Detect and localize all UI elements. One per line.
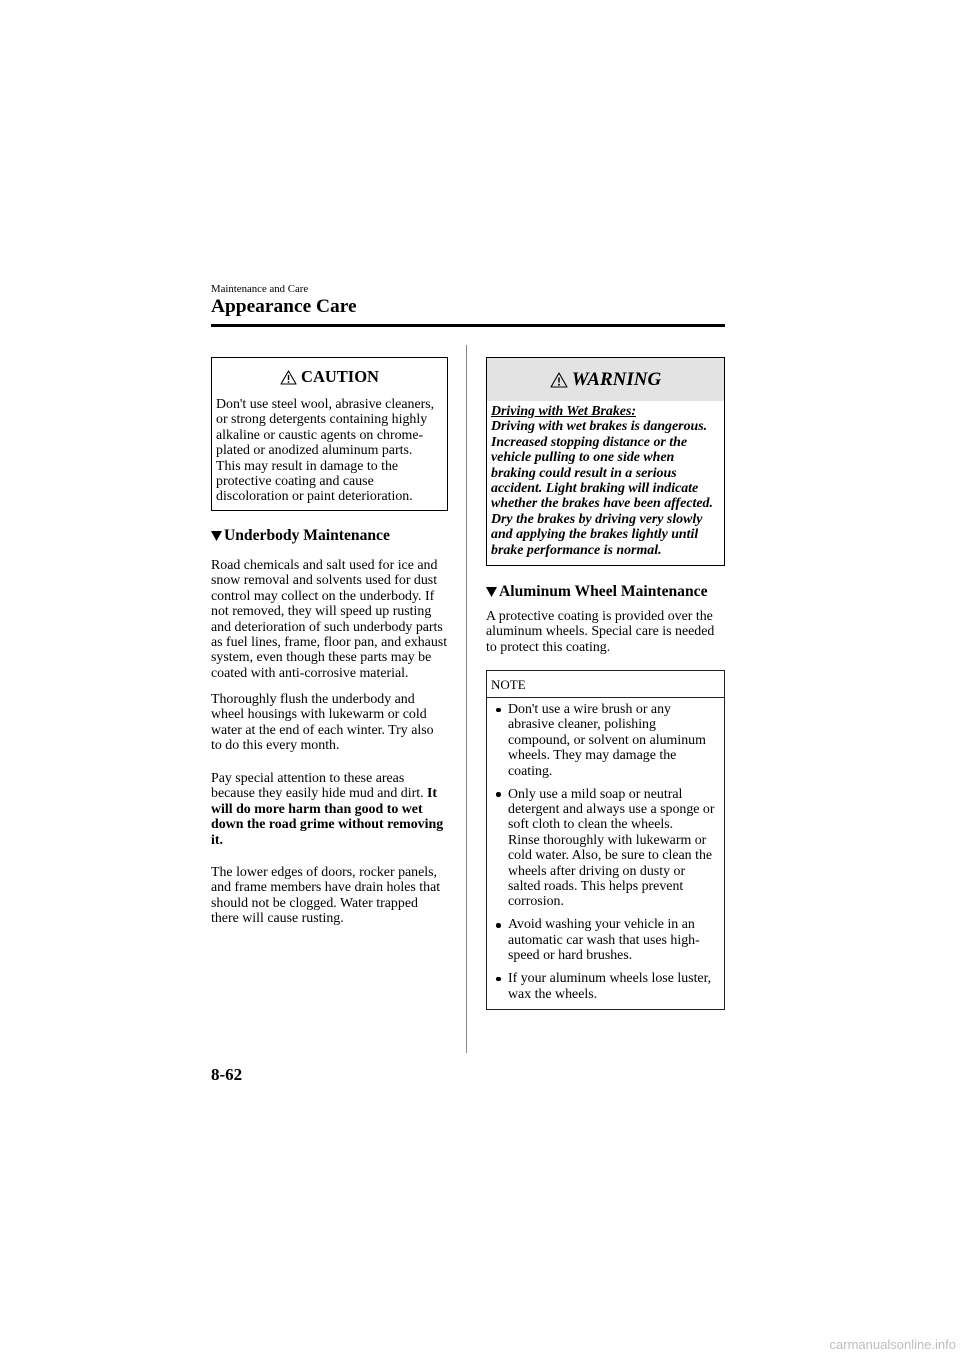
text-line: vehicle pulling to one side when <box>491 450 675 466</box>
warning-header <box>487 358 724 401</box>
text-line: not removed, they will speed up rusting <box>211 604 432 620</box>
note-bullet-item <box>487 971 724 1002</box>
note-bullet-text <box>508 917 724 963</box>
aluminum-paragraph <box>486 609 714 655</box>
note-bullet-text <box>508 787 724 910</box>
underbody-paragraph-3 <box>211 771 443 848</box>
text-line: Don't use a wire brush or any <box>508 702 671 717</box>
text-line: The lower edges of doors, rocker panels, <box>211 865 438 880</box>
text-line: water at the end of each winter. Try also <box>211 722 434 738</box>
text-line: and applying the brakes lightly until <box>491 527 699 543</box>
warning-triangle-icon <box>280 370 297 385</box>
text-line: wax the wheels. <box>508 986 598 1002</box>
column-divider <box>466 345 467 1053</box>
text-line: wheels. They may damage the <box>508 748 677 764</box>
text-line <box>211 786 443 801</box>
text-line: compound, or solvent on aluminum <box>508 732 706 748</box>
text-line: aluminum wheels. Special care is needed <box>486 624 715 640</box>
text-line: as fuel lines, frame, floor pan, and exhaust <box>211 635 448 651</box>
bullet-dot-icon <box>496 977 501 982</box>
text-line: Pay special attention to these areas <box>211 771 405 786</box>
text-line: automatic car wash that uses high- <box>508 932 700 948</box>
caution-text <box>216 397 434 505</box>
text-line: If your aluminum wheels lose luster, <box>508 971 712 987</box>
bold-text: will do more harm than good to wet <box>211 801 423 817</box>
text-line: to protect this coating. <box>486 639 611 655</box>
watermark: carmanualsonline.info <box>829 1337 956 1352</box>
text-line: speed or hard brushes. <box>508 948 633 964</box>
note-box <box>486 670 725 1010</box>
aluminum-heading <box>486 583 708 601</box>
text-line: salted roads. This helps prevent <box>508 879 684 895</box>
text-line: accident. Light braking will indicate <box>491 481 699 497</box>
note-bullet-text <box>508 971 724 1002</box>
warning-box <box>486 357 725 566</box>
text-line: whether the brakes have been affected. <box>491 496 713 512</box>
text-line: discoloration or paint deterioration. <box>216 489 413 505</box>
bold-text: it. <box>211 832 223 848</box>
text-line: Road chemicals and salt used for ice and <box>211 558 438 573</box>
text-line: wheels after driving on dusty or <box>508 863 686 879</box>
text-line <box>211 802 443 817</box>
text-line: Increased stopping distance or the <box>491 434 688 450</box>
text-line: soft cloth to clean the wheels. <box>508 817 674 833</box>
caution-header <box>212 366 447 388</box>
aluminum-heading-text: Aluminum Wheel Maintenance <box>499 583 708 600</box>
text-line: alkaline or caustic agents on chrome- <box>216 427 424 443</box>
text-line: brake performance is normal. <box>491 542 662 558</box>
text-line: wheel housings with lukewarm or cold <box>211 707 427 723</box>
bullet-dot-icon <box>496 708 501 713</box>
text-line: braking could result in a serious <box>491 465 677 481</box>
text-line: cold water. Also, be sure to clean the <box>508 848 713 864</box>
underbody-paragraph-2 <box>211 692 434 754</box>
warning-lines <box>491 419 713 558</box>
bold-text: It <box>427 786 438 802</box>
text-line: plated or anodized aluminum parts. <box>216 443 413 459</box>
text-line: corrosion. <box>508 894 564 910</box>
bullet-dot-icon <box>496 923 501 928</box>
note-bullet-text <box>508 702 724 779</box>
text-line: and deterioration of such underbody parts <box>211 619 443 635</box>
text-line: and frame members have drain holes that <box>211 880 441 896</box>
text-line: This may result in damage to the <box>216 458 399 474</box>
text-line: protective coating and cause <box>216 474 374 490</box>
plain-text: because they easily hide mud and dirt. <box>211 786 428 802</box>
text-line: abrasive cleaner, polishing <box>508 717 656 733</box>
note-label: NOTE <box>491 677 526 692</box>
title-rule <box>211 324 725 327</box>
text-line: system, even though these parts may be <box>211 650 432 666</box>
text-line: coating. <box>508 763 553 779</box>
page-number: 8-62 <box>211 1065 243 1084</box>
note-bullet-item <box>487 787 724 910</box>
text-line <box>211 833 443 848</box>
text-line: coated with anti-corrosive material. <box>211 665 409 681</box>
note-bullet-item <box>487 917 724 963</box>
section-label: Maintenance and Care <box>211 283 309 295</box>
page-title: Appearance Care <box>211 296 357 317</box>
text-line: there will cause rusting. <box>211 911 344 927</box>
warning-label: WARNING <box>571 368 662 390</box>
down-triangle-icon <box>486 587 497 597</box>
underbody-heading <box>211 527 390 545</box>
warning-subtitle: Driving with Wet Brakes: <box>491 404 636 419</box>
down-triangle-icon <box>211 531 222 541</box>
note-divider <box>487 697 724 698</box>
underbody-paragraph-1 <box>211 558 447 681</box>
bullet-dot-icon <box>496 792 501 797</box>
note-bullet-list <box>487 702 724 1002</box>
text-line: Dry the brakes by driving very slowly <box>491 511 703 527</box>
text-line: to do this every month. <box>211 738 340 754</box>
caution-box <box>211 357 448 511</box>
text-line: Thoroughly flush the underbody and <box>211 692 415 707</box>
text-line: A protective coating is provided over the <box>486 609 713 624</box>
text-line: Driving with wet brakes is dangerous. <box>491 419 708 435</box>
underbody-paragraph-4 <box>211 865 440 927</box>
caution-label: CAUTION <box>301 367 379 386</box>
text-line: snow removal and solvents used for dust <box>211 573 438 589</box>
text-line: Only use a mild soap or neutral <box>508 786 683 802</box>
underbody-heading-text: Underbody Maintenance <box>224 527 390 544</box>
warning-text <box>491 404 713 558</box>
text-line: Don't use steel wool, abrasive cleaners, <box>216 397 435 412</box>
text-line: should not be clogged. Water trapped <box>211 895 418 911</box>
text-line: or strong detergents containing highly <box>216 412 428 428</box>
text-line: Rinse thoroughly with lukewarm or <box>508 832 707 848</box>
warning-triangle-icon <box>550 372 568 388</box>
text-line: control may collect on the underbody. If <box>211 588 435 604</box>
bold-text: down the road grime without removing <box>211 817 444 833</box>
text-line: Avoid washing your vehicle in an <box>508 917 695 933</box>
note-bullet-item <box>487 702 724 779</box>
text-line: detergent and always use a sponge or <box>508 802 715 818</box>
text-line <box>211 817 443 832</box>
